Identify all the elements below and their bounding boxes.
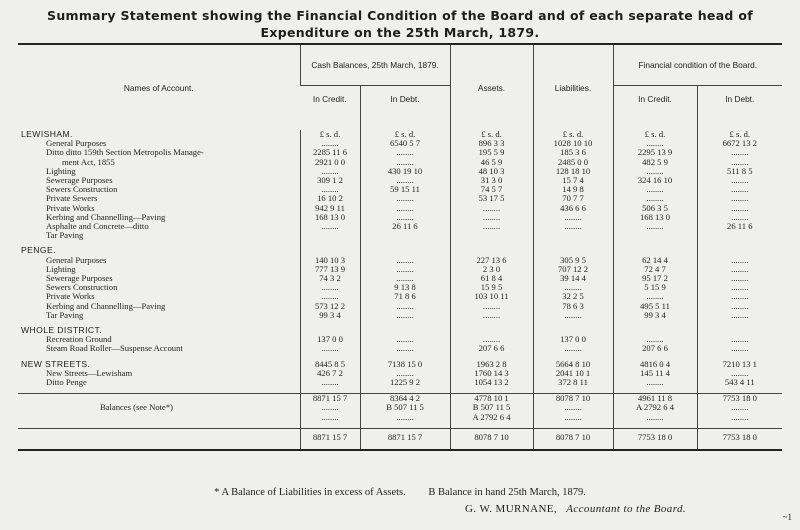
amount-cell: ........: [533, 403, 613, 412]
amount-cell: ........: [300, 413, 360, 422]
amount-cell: 70 7 7: [533, 194, 613, 203]
amount-cell: ........: [360, 204, 450, 213]
amount-cell: 72 4 7: [613, 265, 697, 274]
amount-cell: 2041 10 1: [533, 369, 613, 378]
table-row: [18, 139, 782, 148]
amount-cell: [613, 231, 697, 240]
amount-cell: ........: [697, 302, 782, 311]
title-line-1: Summary Statement showing the Financial Condition of the Board and of each separate head of: [47, 8, 753, 23]
title-line-2: Expenditure on the 25th March, 1879.: [260, 25, 540, 40]
amount-cell: 7138 15 0: [360, 360, 450, 369]
amount-cell: ........: [360, 148, 450, 157]
account-name: General Purposes: [46, 255, 107, 265]
amount-cell: 1760 14 3: [450, 369, 533, 378]
amount-cell: [360, 231, 450, 240]
financial-table: [18, 43, 782, 451]
account-name: Lighting: [46, 166, 76, 176]
amount-cell: 573 12 2: [300, 302, 360, 311]
amount-cell: ........: [613, 378, 697, 387]
account-name: Private Works: [46, 203, 95, 213]
amount-cell: ........: [360, 311, 450, 320]
amount-cell: 777 13 9: [300, 265, 360, 274]
unit: £ s. d.: [300, 130, 360, 139]
amount-cell: ........: [300, 283, 360, 292]
account-name: Ditto ditto 159th Section Metropolis Manage-: [46, 148, 204, 158]
amount-cell: 426 7 2: [300, 369, 360, 378]
amount-cell: 32 2 5: [533, 292, 613, 301]
amount-cell: 46 5 9: [450, 158, 533, 167]
header-in-debt: In Debt.: [360, 86, 450, 113]
amount-cell: 2285 11 6: [300, 148, 360, 157]
table-row: [18, 274, 782, 283]
amount-cell: 7753 18 0: [613, 428, 697, 445]
amount-cell: 185 3 6: [533, 148, 613, 157]
amount-cell: ........: [697, 369, 782, 378]
amount-cell: 2 3 0: [450, 265, 533, 274]
table-row: [18, 194, 782, 203]
totals-row: [18, 428, 782, 445]
amount-cell: ........: [697, 413, 782, 422]
amount-cell: 1054 13 2: [450, 378, 533, 387]
header-cash-balances: Cash Balances, 25th March, 1879.: [300, 44, 450, 86]
amount-cell: 207 6 6: [613, 344, 697, 353]
amount-cell: 48 10 3: [450, 167, 533, 176]
amount-cell: 5664 8 10: [533, 360, 613, 369]
amount-cell: 95 17 2: [613, 274, 697, 283]
amount-cell: ........: [697, 335, 782, 344]
amount-cell: ........: [300, 292, 360, 301]
section-whole-district: WHOLE DISTRICT.: [21, 326, 102, 336]
amount-cell: 896 3 3: [450, 139, 533, 148]
amount-cell: 137 0 0: [533, 335, 613, 344]
table-row: [18, 213, 782, 222]
unit: £ s. d.: [613, 130, 697, 139]
amount-cell: 7210 13 1: [697, 360, 782, 369]
amount-cell: ........: [300, 222, 360, 231]
amount-cell: 168 13 0: [613, 213, 697, 222]
account-name: Private Sewers: [46, 194, 98, 204]
balances-row: [18, 394, 782, 404]
table-row: [18, 167, 782, 176]
amount-cell: 8078 7 10: [533, 428, 613, 445]
table-row: [18, 369, 782, 378]
account-name: Ditto Penge: [46, 378, 87, 388]
amount-cell: ........: [613, 292, 697, 301]
amount-cell: 62 14 4: [613, 256, 697, 265]
amount-cell: 168 13 0: [300, 213, 360, 222]
table-row: [18, 360, 782, 369]
amount-cell: ........: [360, 344, 450, 353]
amount-cell: 59 15 11: [360, 185, 450, 194]
account-name: Steam Road Roller—Suspense Account: [46, 344, 183, 354]
account-name: Recreation Ground: [46, 335, 112, 345]
amount-cell: [533, 231, 613, 240]
amount-cell: ........: [613, 222, 697, 231]
amount-cell: 2295 13 9: [613, 148, 697, 157]
table-row: [18, 256, 782, 265]
header-in-credit: In Credit.: [312, 94, 347, 104]
amount-cell: 7753 18 0: [697, 428, 782, 445]
amount-cell: ........: [697, 292, 782, 301]
amount-cell: 8078 7 10: [450, 428, 533, 445]
amount-cell: 26 11 6: [697, 222, 782, 231]
amount-cell: ........: [450, 204, 533, 213]
amount-cell: ........: [697, 204, 782, 213]
table-row: [18, 302, 782, 311]
amount-cell: ........: [613, 139, 697, 148]
amount-cell: ........: [697, 176, 782, 185]
amount-cell: 26 11 6: [360, 222, 450, 231]
amount-cell: ........: [450, 222, 533, 231]
amount-cell: ........: [697, 311, 782, 320]
amount-cell: 4778 10 1: [450, 394, 533, 404]
amount-cell: B 507 11 5: [450, 403, 533, 412]
account-name: General Purposes: [46, 139, 107, 149]
amount-cell: ........: [697, 344, 782, 353]
amount-cell: ........: [613, 185, 697, 194]
amount-cell: 2921 0 0: [300, 158, 360, 167]
unit: £ s. d.: [360, 130, 450, 139]
amount-cell: [697, 231, 782, 240]
amount-cell: A 2792 6 4: [613, 403, 697, 412]
amount-cell: 4961 11 8: [613, 394, 697, 404]
amount-cell: ........: [360, 176, 450, 185]
balances-row: [18, 413, 782, 422]
amount-cell: 207 6 6: [450, 344, 533, 353]
amount-cell: ........: [533, 413, 613, 422]
header-assets: Assets.: [450, 44, 533, 130]
amount-cell: ........: [697, 213, 782, 222]
amount-cell: ........: [697, 158, 782, 167]
amount-cell: ........: [613, 335, 697, 344]
table-row: [18, 231, 782, 240]
amount-cell: ........: [300, 403, 360, 412]
table-row: [18, 176, 782, 185]
account-name: Sewers Construction: [46, 283, 118, 293]
footnote-a: * A Balance of Liabilities in excess of Assets.: [214, 487, 406, 498]
header-in-debt-2: In Debt.: [697, 86, 782, 113]
amount-cell: 128 18 10: [533, 167, 613, 176]
account-name: Tar Paving: [46, 231, 84, 241]
amount-cell: ........: [360, 265, 450, 274]
amount-cell: ........: [697, 274, 782, 283]
table-row: [18, 335, 782, 344]
amount-cell: ........: [697, 403, 782, 412]
unit: £ s. d.: [697, 130, 782, 139]
signature-title: Accountant to the Board.: [566, 503, 687, 515]
header-financial-condition: Financial condition of the Board.: [613, 44, 782, 86]
amount-cell: ........: [697, 283, 782, 292]
amount-cell: ........: [360, 274, 450, 283]
amount-cell: 309 1 2: [300, 176, 360, 185]
amount-cell: ........: [697, 265, 782, 274]
amount-cell: ........: [360, 213, 450, 222]
balances-row: [18, 403, 782, 412]
footnote-b: B Balance in hand 25th March, 1879.: [428, 487, 586, 498]
account-name: Lighting: [46, 264, 76, 274]
amount-cell: 99 3 4: [613, 311, 697, 320]
amount-cell: 495 5 11: [613, 302, 697, 311]
amount-cell: 8445 8 5: [300, 360, 360, 369]
amount-cell: 99 3 4: [300, 311, 360, 320]
table-row: [18, 204, 782, 213]
amount-cell: 78 6 3: [533, 302, 613, 311]
header-names: Names of Account.: [18, 44, 300, 130]
amount-cell: 8871 15 7: [360, 428, 450, 445]
amount-cell: ........: [300, 167, 360, 176]
amount-cell: 6672 13 2: [697, 139, 782, 148]
amount-cell: 145 11 4: [613, 369, 697, 378]
amount-cell: ........: [300, 139, 360, 148]
amount-cell: 511 8 5: [697, 167, 782, 176]
footnotes: [0, 487, 800, 498]
amount-cell: 1963 2 8: [450, 360, 533, 369]
amount-cell: 6540 5 7: [360, 139, 450, 148]
table-row: [18, 265, 782, 274]
account-name: Private Works: [46, 292, 95, 302]
amount-cell: 4816 0 4: [613, 360, 697, 369]
amount-cell: ........: [300, 344, 360, 353]
amount-cell: 8871 15 7: [300, 394, 360, 404]
amount-cell: ........: [533, 283, 613, 292]
account-name: Asphalte and Concrete—ditto: [46, 222, 149, 232]
amount-cell: 2485 0 0: [533, 158, 613, 167]
account-name: ment Act, 1855: [62, 157, 115, 167]
amount-cell: 1028 10 10: [533, 139, 613, 148]
account-name: Tar Paving: [46, 310, 84, 320]
amount-cell: 942 9 11: [300, 204, 360, 213]
section-penge: PENGE.: [21, 246, 56, 256]
amount-cell: 8078 7 10: [533, 394, 613, 404]
amount-cell: ........: [450, 335, 533, 344]
amount-cell: 61 8 4: [450, 274, 533, 283]
amount-cell: ........: [533, 311, 613, 320]
account-name: Kerbing and Channelling—Paving: [46, 301, 166, 311]
amount-cell: 436 6 6: [533, 204, 613, 213]
amount-cell: ........: [450, 213, 533, 222]
amount-cell: 39 14 4: [533, 274, 613, 283]
table-row: [18, 292, 782, 301]
amount-cell: ........: [613, 167, 697, 176]
amount-cell: 506 3 5: [613, 204, 697, 213]
table-row: [18, 185, 782, 194]
amount-cell: ........: [360, 413, 450, 422]
amount-cell: 7753 18 0: [697, 394, 782, 404]
section-lewisham: LEWISHAM.: [21, 130, 73, 139]
table-row: [18, 344, 782, 353]
table-row: [18, 311, 782, 320]
amount-cell: 15 9 5: [450, 283, 533, 292]
amount-cell: 74 5 7: [450, 185, 533, 194]
page-mark: ~1: [782, 512, 792, 522]
amount-cell: ........: [360, 256, 450, 265]
amount-cell: ........: [360, 369, 450, 378]
amount-cell: ........: [533, 222, 613, 231]
amount-cell: 71 8 6: [360, 292, 450, 301]
amount-cell: 31 3 0: [450, 176, 533, 185]
amount-cell: 16 10 2: [300, 194, 360, 203]
amount-cell: ........: [300, 185, 360, 194]
amount-cell: 137 0 0: [300, 335, 360, 344]
amount-cell: ........: [533, 213, 613, 222]
header-in-credit-2: In Credit.: [613, 86, 697, 113]
amount-cell: 74 3 2: [300, 274, 360, 283]
amount-cell: ........: [360, 158, 450, 167]
account-name: Sewers Construction: [46, 185, 118, 195]
section-new-streets: NEW STREETS.: [21, 359, 91, 369]
amount-cell: ........: [450, 302, 533, 311]
signature: [465, 503, 686, 515]
amount-cell: ........: [533, 344, 613, 353]
amount-cell: 543 4 11: [697, 378, 782, 387]
signature-name: G. W. MURNANE,: [465, 503, 558, 515]
amount-cell: 324 16 10: [613, 176, 697, 185]
balances-label: Balances (see Note*): [100, 403, 174, 413]
amount-cell: [450, 231, 533, 240]
unit: £ s. d.: [533, 130, 613, 139]
amount-cell: 15 7 4: [533, 176, 613, 185]
amount-cell: 372 8 11: [533, 378, 613, 387]
table-row: [18, 222, 782, 231]
table-row: [18, 378, 782, 387]
account-name: Sewerage Purposes: [46, 176, 113, 186]
amount-cell: B 507 11 5: [360, 403, 450, 412]
amount-cell: ........: [697, 185, 782, 194]
amount-cell: 8871 15 7: [300, 428, 360, 445]
amount-cell: 195 5 9: [450, 148, 533, 157]
amount-cell: 140 10 3: [300, 256, 360, 265]
amount-cell: ........: [450, 311, 533, 320]
amount-cell: 103 10 11: [450, 292, 533, 301]
amount-cell: ........: [613, 194, 697, 203]
amount-cell: 430 19 10: [360, 167, 450, 176]
amount-cell: 707 12 2: [533, 265, 613, 274]
amount-cell: ........: [360, 194, 450, 203]
amount-cell: 53 17 5: [450, 194, 533, 203]
amount-cell: A 2792 6 4: [450, 413, 533, 422]
account-name: Kerbing and Channelling—Paving: [46, 212, 166, 222]
amount-cell: 5 15 9: [613, 283, 697, 292]
amount-cell: 1225 9 2: [360, 378, 450, 387]
account-name: Sewerage Purposes: [46, 274, 113, 284]
amount-cell: 227 13 6: [450, 256, 533, 265]
amount-cell: ........: [697, 148, 782, 157]
amount-cell: ........: [697, 256, 782, 265]
amount-cell: [300, 231, 360, 240]
amount-cell: 8364 4 2: [360, 394, 450, 404]
amount-cell: 482 5 9: [613, 158, 697, 167]
amount-cell: 14 9 8: [533, 185, 613, 194]
amount-cell: ........: [300, 378, 360, 387]
amount-cell: ........: [613, 413, 697, 422]
table-row: [18, 283, 782, 292]
unit: £ s. d.: [450, 130, 533, 139]
table-row: [18, 158, 782, 167]
amount-cell: ........: [697, 194, 782, 203]
table-row: [18, 148, 782, 157]
amount-cell: ........: [360, 335, 450, 344]
header-liabilities: Liabilities.: [533, 44, 613, 130]
amount-cell: 305 9 5: [533, 256, 613, 265]
account-name: New Streets—Lewisham: [46, 368, 133, 378]
amount-cell: ........: [360, 302, 450, 311]
amount-cell: 9 13 8: [360, 283, 450, 292]
